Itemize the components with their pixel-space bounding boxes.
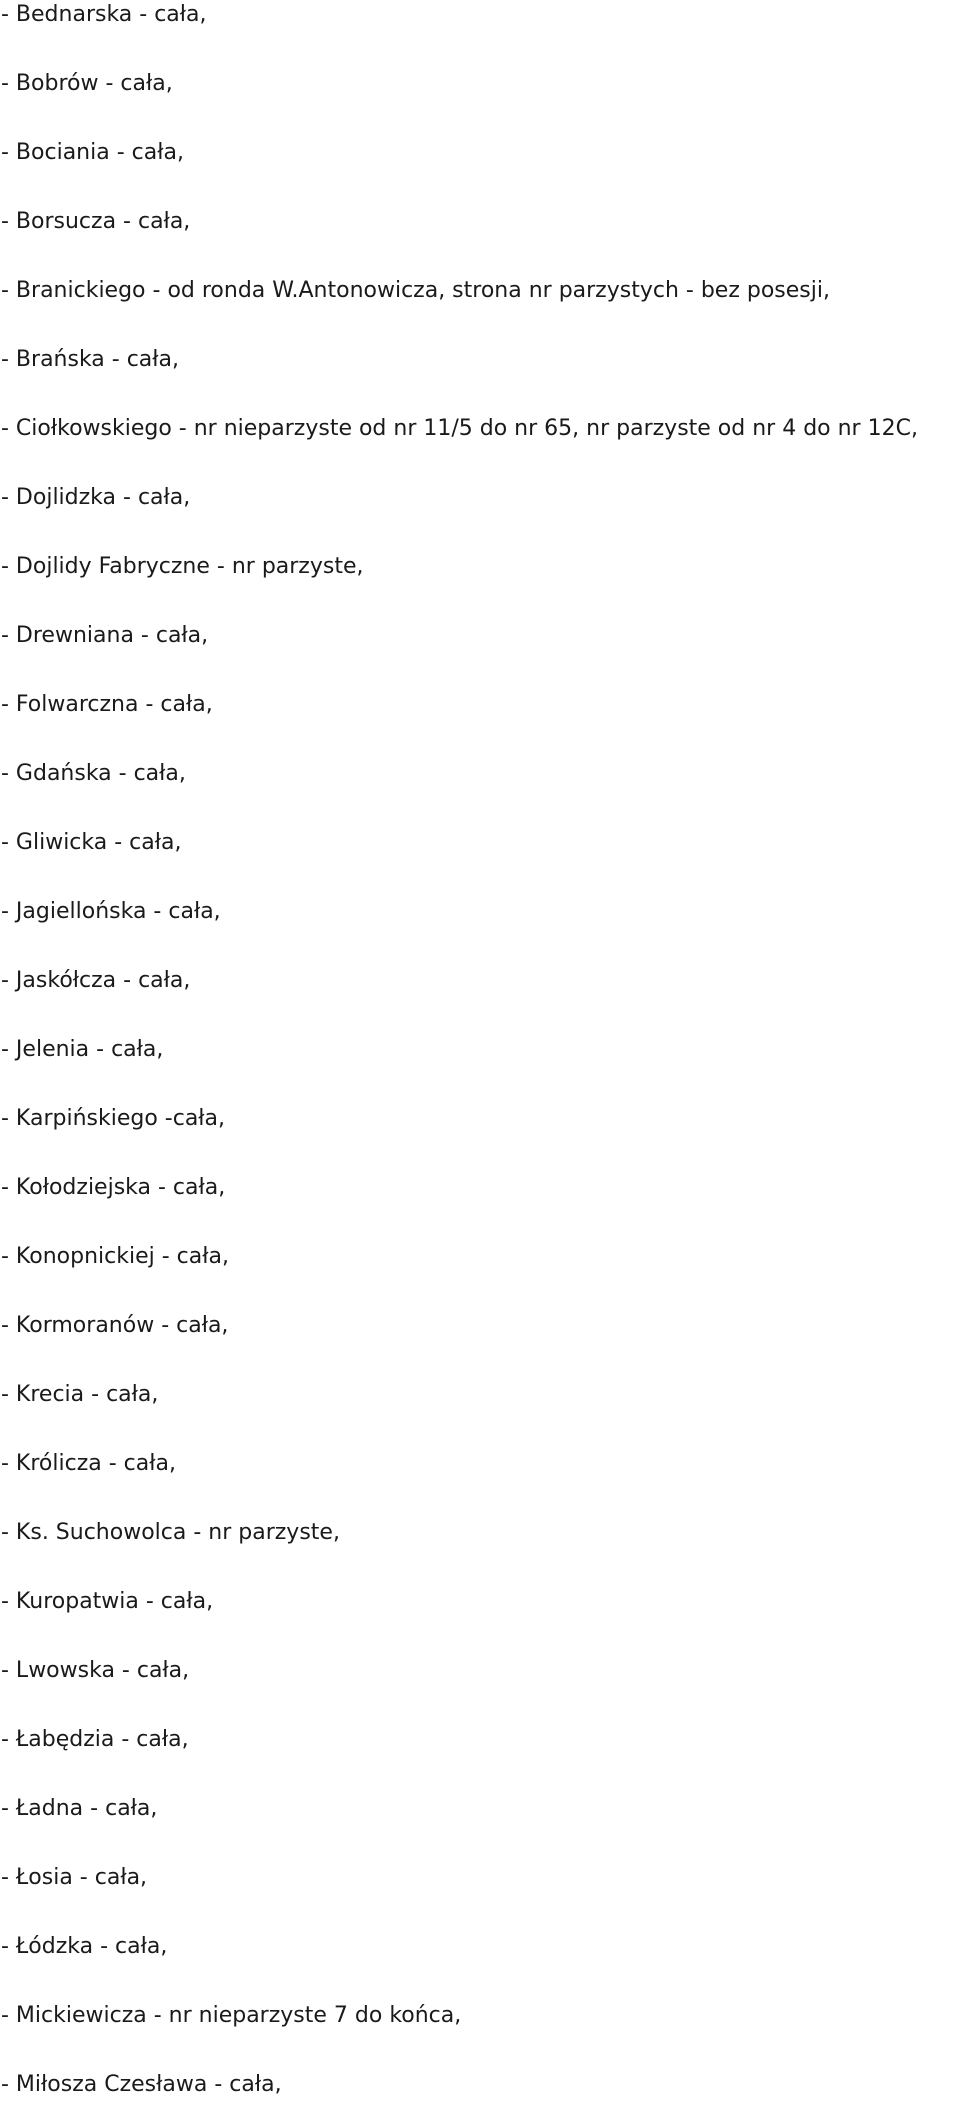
list-item: - Gliwicka - cała, bbox=[1, 830, 182, 855]
list-item: - Borsucza - cała, bbox=[1, 209, 191, 234]
list-item: - Królicza - cała, bbox=[1, 1451, 176, 1476]
list-item: - Łódzka - cała, bbox=[1, 1934, 168, 1959]
list-item: - Kuropatwia - cała, bbox=[1, 1589, 214, 1614]
list-item: - Karpińskiego -cała, bbox=[1, 1106, 226, 1131]
list-item: - Dojlidzka - cała, bbox=[1, 485, 191, 510]
list-item: - Mickiewicza - nr nieparzyste 7 do końca, bbox=[1, 2003, 462, 2028]
list-item: - Folwarczna - cała, bbox=[1, 692, 213, 717]
list-item: - Jagiellońska - cała, bbox=[1, 899, 221, 924]
list-item: - Krecia - cała, bbox=[1, 1382, 159, 1407]
list-item: - Jelenia - cała, bbox=[1, 1037, 164, 1062]
list-item: - Gdańska - cała, bbox=[1, 761, 186, 786]
list-item: - Lwowska - cała, bbox=[1, 1658, 190, 1683]
list-item: - Ciołkowskiego - nr nieparzyste od nr 11/5 do nr 65, nr parzyste od nr 4 do nr 12C, bbox=[1, 416, 918, 441]
list-item: - Kormoranów - cała, bbox=[1, 1313, 229, 1338]
list-item: - Łosia - cała, bbox=[1, 1865, 148, 1890]
list-item: - Ładna - cała, bbox=[1, 1796, 158, 1821]
list-item: - Kołodziejska - cała, bbox=[1, 1175, 226, 1200]
list-item: - Miłosza Czesława - cała, bbox=[1, 2072, 282, 2097]
list-item: - Drewniana - cała, bbox=[1, 623, 209, 648]
list-item: - Brańska - cała, bbox=[1, 347, 180, 372]
list-item: - Branickiego - od ronda W.Antonowicza, strona nr parzystych - bez posesji, bbox=[1, 278, 830, 303]
list-item: - Dojlidy Fabryczne - nr parzyste, bbox=[1, 554, 364, 579]
list-item: - Ks. Suchowolca - nr parzyste, bbox=[1, 1520, 340, 1545]
list-item: - Jaskółcza - cała, bbox=[1, 968, 191, 993]
list-item: - Konopnickiej - cała, bbox=[1, 1244, 229, 1269]
list-item: - Łabędzia - cała, bbox=[1, 1727, 189, 1752]
list-item: - Bobrów - cała, bbox=[1, 71, 173, 96]
list-item: - Bociania - cała, bbox=[1, 140, 184, 165]
list-item: - Bednarska - cała, bbox=[1, 2, 207, 27]
